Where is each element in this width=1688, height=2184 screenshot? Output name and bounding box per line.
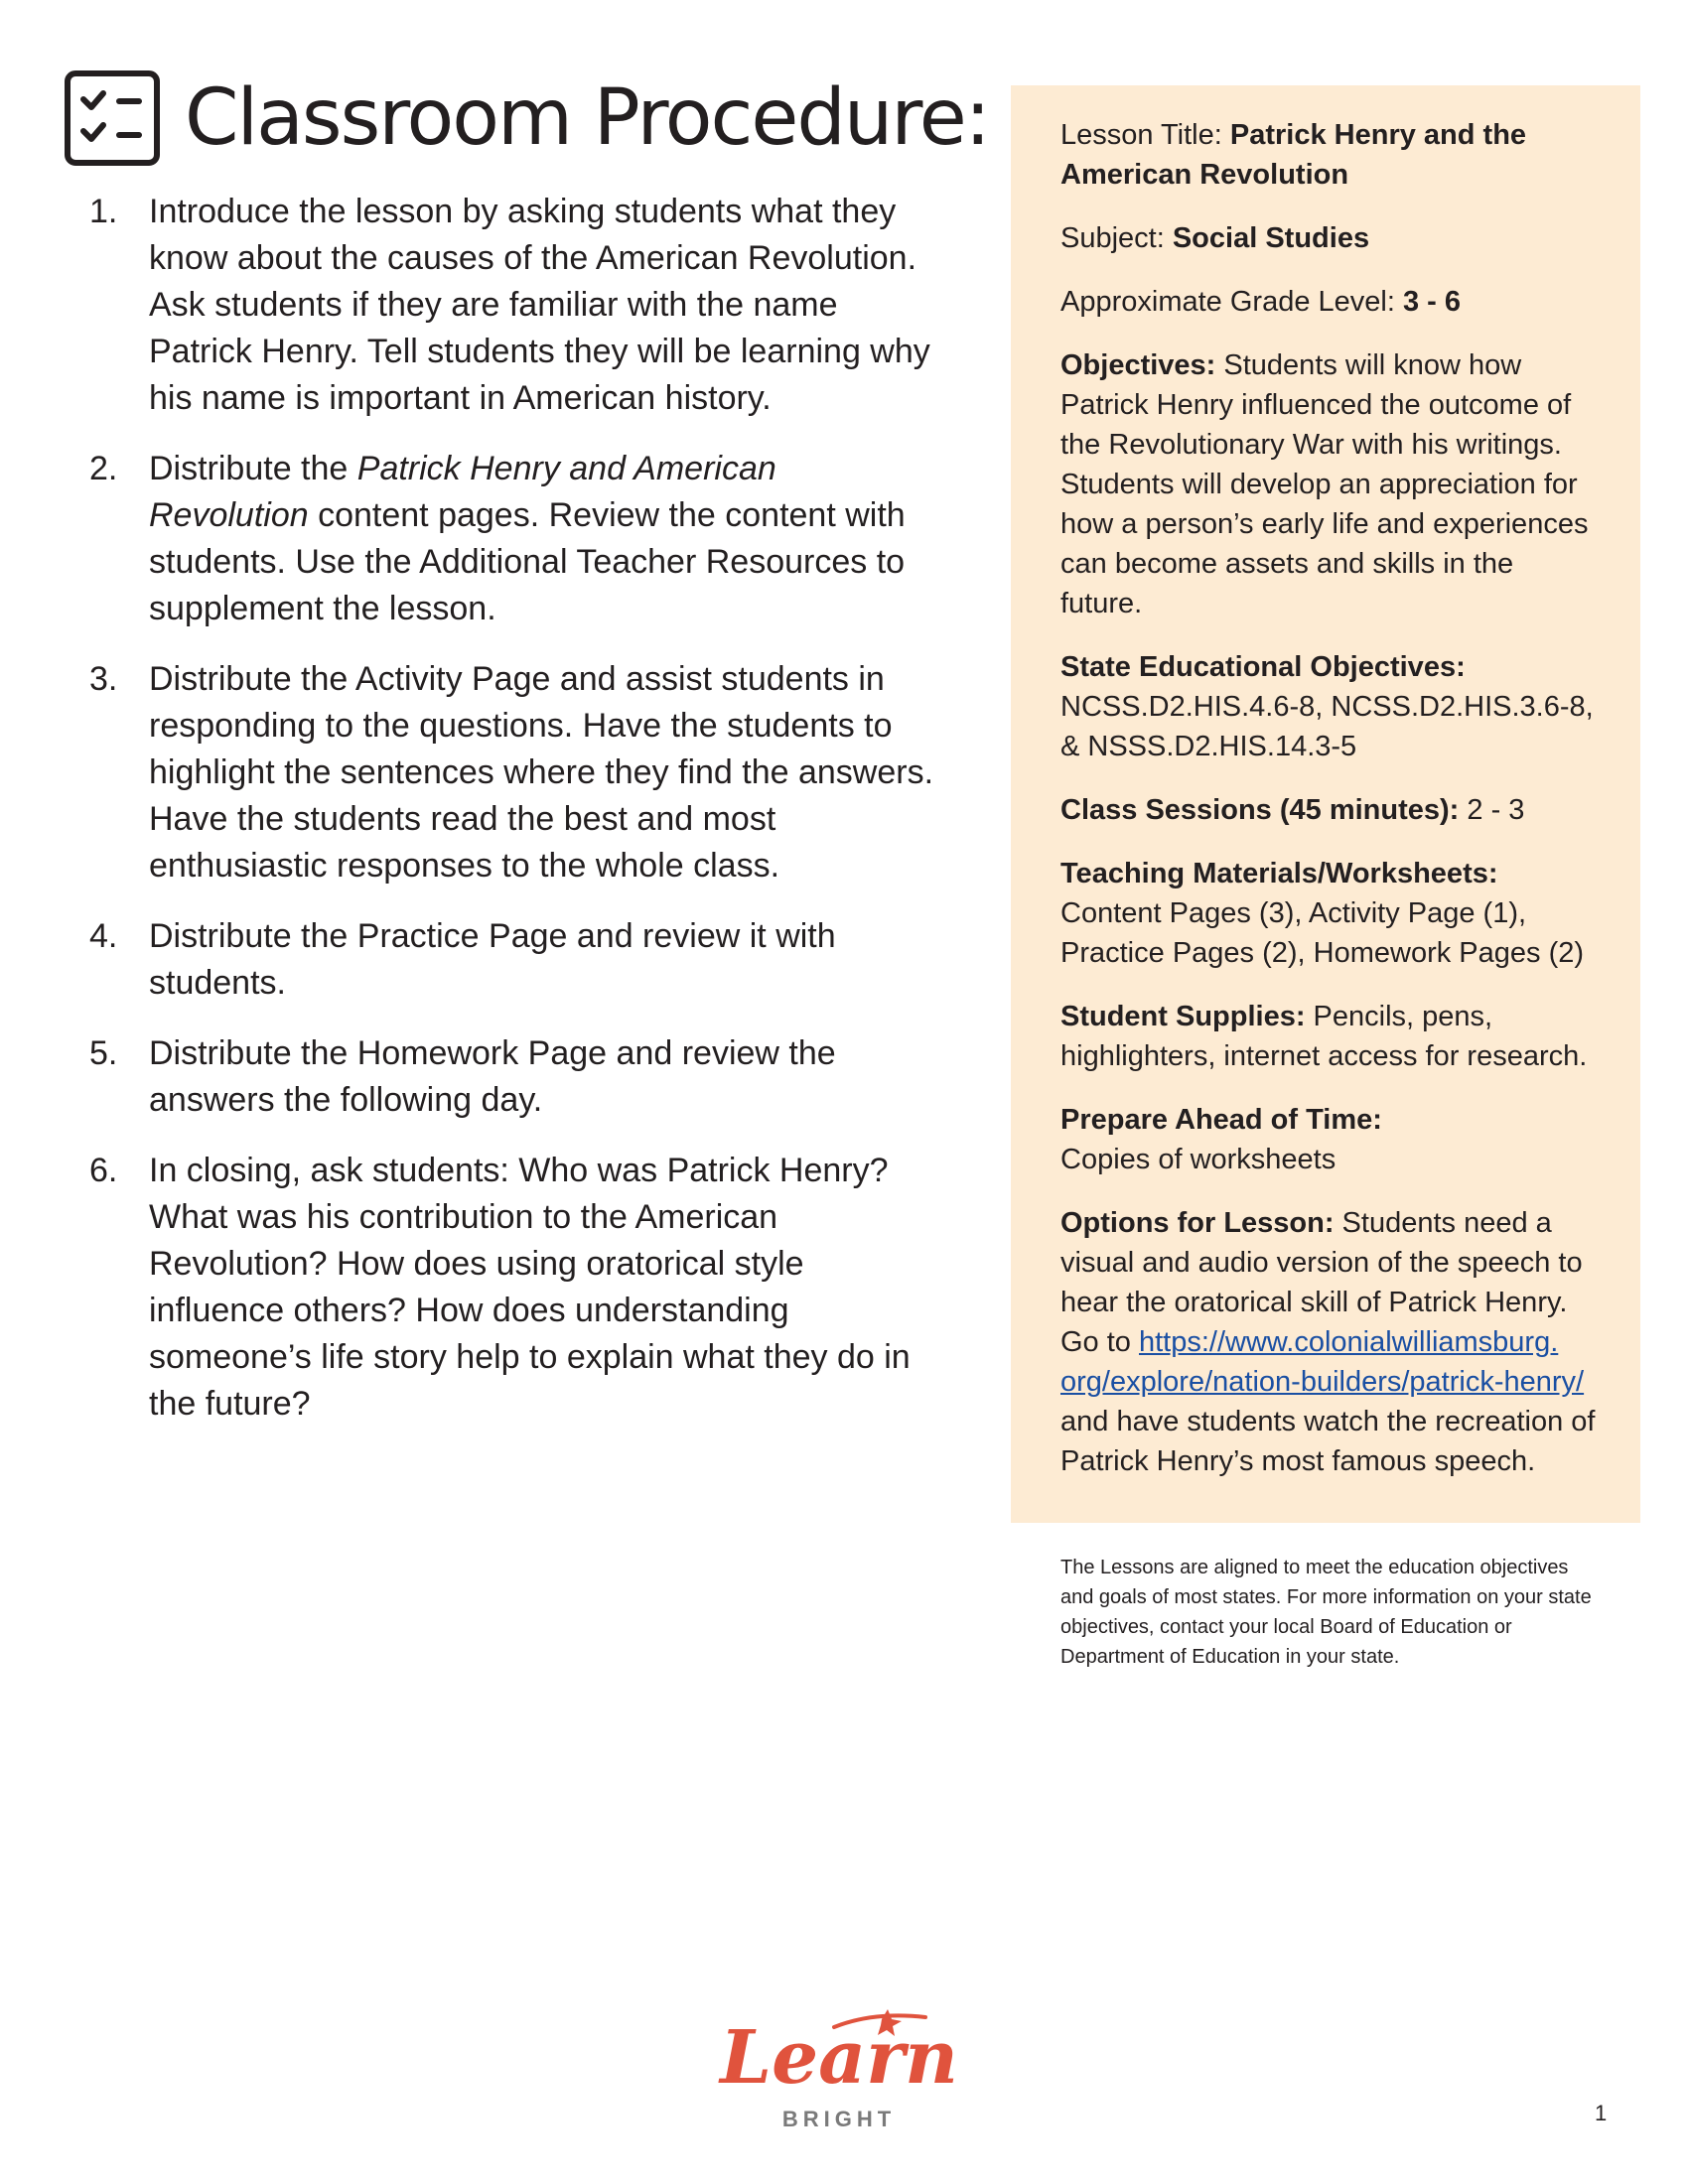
- prepare-value: Copies of worksheets: [1060, 1144, 1336, 1175]
- grade-value: 3 - 6: [1402, 286, 1461, 318]
- page-title: Classroom Procedure:: [185, 73, 989, 163]
- checklist-icon: [64, 69, 161, 167]
- step-text: [149, 446, 943, 632]
- grade-label: Approximate Grade Level:: [1060, 286, 1403, 318]
- step-number: 3.: [89, 660, 118, 698]
- prepare-row: [1060, 1100, 1597, 1179]
- lesson-title-value: Patrick Henry and the American Revolution: [1060, 119, 1527, 191]
- procedure-step: [89, 446, 943, 632]
- materials-label: Teaching Materials/Worksheets:: [1060, 858, 1498, 889]
- procedure-step: [89, 1148, 943, 1428]
- subject-label: Subject:: [1060, 222, 1173, 254]
- step-text: Distribute the Practice Page and review it with students.: [149, 917, 836, 1002]
- subject-row: [1060, 218, 1597, 258]
- supplies-label: Student Supplies:: [1060, 1001, 1306, 1032]
- step-text-italic: Patrick Henry and American Revolution: [149, 450, 776, 534]
- state-objectives-label: State Educational Objectives:: [1060, 651, 1466, 683]
- objectives-row: [1060, 345, 1597, 623]
- procedure-list: [89, 189, 943, 1451]
- options-text-post: and have students watch the recreation of Patrick Henry’s most famous speech.: [1060, 1406, 1596, 1477]
- logo-wordmark: Learn: [720, 2015, 958, 2101]
- procedure-step: [89, 189, 943, 422]
- sessions-label: Class Sessions (45 minutes):: [1060, 794, 1460, 826]
- step-text: Introduce the lesson by asking students what they know about the causes of the American Revolution. Ask students if they are familiar with the name Patrick Henry. Tell students they will be learning why his name is important in American history.: [149, 193, 930, 417]
- procedure-step: [89, 1030, 943, 1124]
- objectives-label: Objectives:: [1060, 349, 1216, 381]
- procedure-step: [89, 656, 943, 889]
- subject-value: Social Studies: [1172, 222, 1370, 254]
- step-text-pre: Distribute the: [149, 450, 357, 487]
- options-text-pre: Students need a visual and audio version of the speech to hear the oratorical skill of Patrick Henry. Go to: [1060, 1207, 1583, 1358]
- options-row: [1060, 1203, 1597, 1481]
- step-text: Distribute the Activity Page and assist students in responding to the questions. Have the students to highlight the sentences where they find the answers. Have the students read the best and most enthusiastic responses to the whole class.: [149, 660, 934, 885]
- page-number: 1: [1595, 2101, 1608, 2125]
- supplies-value: Pencils, pens, highlighters, internet access for research.: [1060, 1001, 1588, 1072]
- grade-row: [1060, 282, 1597, 322]
- step-number: 6.: [89, 1152, 118, 1189]
- lesson-title-label: Lesson Title:: [1060, 119, 1230, 151]
- step-number: 5.: [89, 1034, 118, 1072]
- prepare-label: Prepare Ahead of Time:: [1060, 1104, 1382, 1136]
- state-objectives-value: NCSS.D2.HIS.4.6-8, NCSS.D2.HIS.3.6-8, & NSSS.D2.HIS.14.3-5: [1060, 691, 1594, 762]
- learn-bright-logo: [715, 2005, 963, 2144]
- step-text: In closing, ask students: Who was Patrick Henry? What was his contribution to the American Revolution? How does using oratorical style influence others? How does understanding someone’s life story help to explain what they do in the future?: [149, 1152, 911, 1423]
- state-objectives-row: [1060, 647, 1597, 766]
- options-label: Options for Lesson:: [1060, 1207, 1335, 1239]
- materials-value: Content Pages (3), Activity Page (1), Practice Pages (2), Homework Pages (2): [1060, 897, 1585, 969]
- colonial-williamsburg-link[interactable]: https://www.colonialwilliamsburg.org/explore/nation-builders/patrick-henry/: [1060, 1326, 1585, 1398]
- procedure-step: [89, 913, 943, 1007]
- sessions-row: [1060, 790, 1597, 830]
- step-number: 1.: [89, 193, 118, 230]
- materials-row: [1060, 854, 1597, 973]
- step-text-post: content pages. Review the content with students. Use the Additional Teacher Resources to supplement the lesson.: [149, 496, 906, 627]
- supplies-row: [1060, 997, 1597, 1076]
- lesson-info-panel: [1011, 85, 1640, 1523]
- step-number: 4.: [89, 917, 118, 955]
- logo-subtitle: BRIGHT: [781, 2107, 897, 2131]
- sessions-value: 2 - 3: [1459, 794, 1525, 826]
- objectives-value: Students will know how Patrick Henry influenced the outcome of the Revolutionary War with his writings. Students will develop an appreciation for how a person’s early life and experiences can become assets and skills in the future.: [1060, 349, 1589, 619]
- lesson-title-row: [1060, 115, 1597, 195]
- alignment-footnote: The Lessons are aligned to meet the education objectives and goals of most states. For more information on your state objectives, contact your local Board of Education or Department of Education in your state.: [1060, 1557, 1592, 1668]
- step-text: Distribute the Homework Page and review the answers the following day.: [149, 1034, 836, 1119]
- step-number: 2.: [89, 450, 118, 487]
